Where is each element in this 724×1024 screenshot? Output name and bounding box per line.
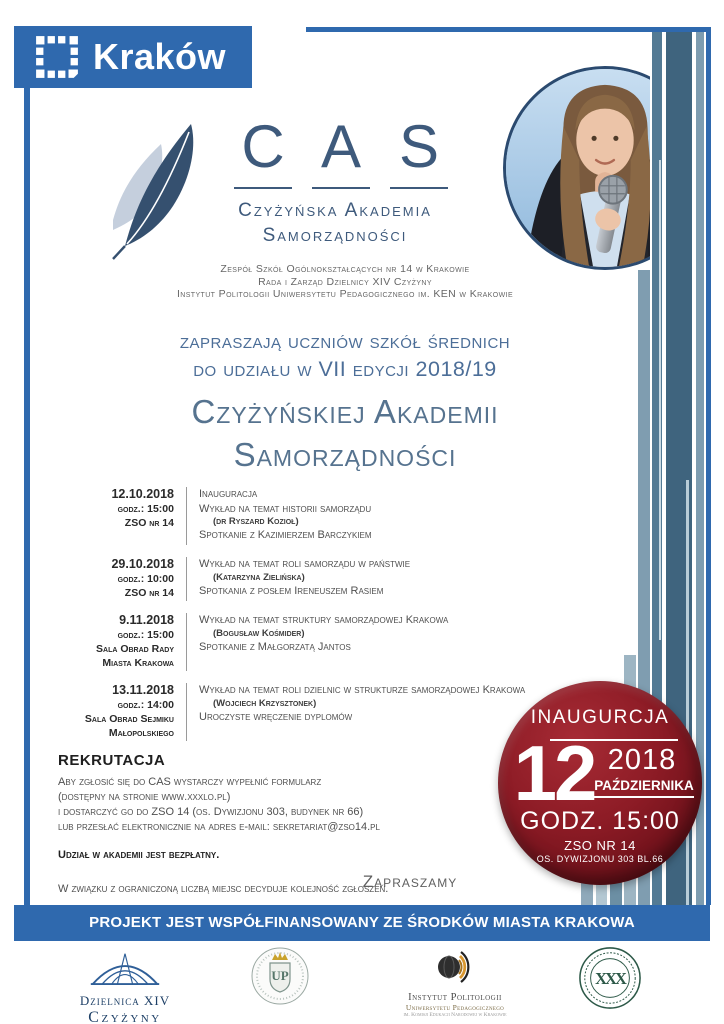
session-time: godz.: 14:00	[117, 699, 174, 711]
session-events	[186, 557, 410, 601]
inauguration-badge	[498, 681, 702, 885]
top-frame-line	[306, 27, 710, 32]
session-venue: Sala Obrad Rady	[96, 643, 174, 655]
free-participation-note: Udział w akademii jest bezpłatny.	[58, 849, 220, 861]
funding-note-bar: PROJEKT JEST WSPÓŁFINANSOWANY ZE ŚRODKÓW MIASTA KRAKOWA	[14, 905, 710, 941]
logo-text: Uniwersytetu Pedagogicznego	[405, 1003, 505, 1012]
left-frame-line	[24, 88, 30, 905]
krakow-banner	[14, 26, 252, 88]
session-time: godz.: 10:00	[117, 573, 174, 585]
event-speaker: (Katarzyna Zielińska)	[213, 571, 305, 583]
event-line: Spotkanie z Małgorzatą Jantos	[199, 640, 351, 653]
krakow-logo-text: Kraków	[93, 36, 227, 77]
session-time: godz.: 15:00	[117, 503, 174, 515]
session-when	[56, 613, 186, 671]
organizer-line: Instytut Politologii Uniwersytetu Pedagogicznego im. KEN w Krakowie	[176, 288, 514, 300]
logo-text: im. Komisji Edukacji Narodowej w Krakowie	[403, 1012, 507, 1018]
logo-xxx-liceum	[578, 946, 642, 1015]
cas-subtitle	[165, 198, 505, 248]
title-line1: Czyżyńskiej Akademii	[191, 393, 499, 430]
session-when	[56, 487, 186, 545]
title-line2: Samorządności	[233, 436, 457, 473]
logo-dzielnica-xiv-czyzyny	[60, 948, 190, 1024]
up-seal-icon	[250, 946, 310, 1006]
schedule-row	[56, 557, 586, 601]
session-venue: Małopolskiego	[108, 727, 174, 739]
badge-year: 2018	[607, 744, 677, 776]
organizer-line: Zespół Szkół Ogólnokształcących nr 14 w Krakowie	[220, 263, 470, 275]
cas-acronym	[228, 112, 454, 189]
dome-icon	[87, 948, 163, 986]
session-events	[186, 613, 448, 671]
event-line: Inauguracja	[199, 488, 258, 500]
logo-instytut-politologii	[375, 948, 535, 1018]
schedule-row	[56, 613, 586, 671]
right-frame-line	[706, 27, 711, 905]
globe-icon	[434, 948, 476, 986]
invitation-line1: zapraszają uczniów szkół średnich	[179, 329, 511, 353]
closing-text: Zapraszamy	[362, 872, 458, 891]
session-venue: ZSO nr 14	[124, 587, 174, 599]
capacity-note: W związku z ograniczoną liczbą miejsc decyduje kolejność zgłoszeń.	[58, 883, 389, 895]
recruitment-line: lub przesłać elektronicznie na adres e-mail: sekretariat@zso14.pl	[58, 821, 380, 833]
organizer-line: Rada i Zarząd Dzielnicy XIV Czyżyny	[258, 275, 432, 288]
event-speaker: (Bogusław Kośmider)	[213, 627, 305, 639]
session-date: 12.10.2018	[111, 487, 174, 501]
session-when	[56, 557, 186, 601]
organizers-list	[65, 263, 625, 301]
event-line: Wykład na temat roli dzielnic w strukturze samorządowej Krakowa	[199, 684, 526, 696]
svg-text:XXX: XXX	[595, 968, 625, 988]
decorative-bar	[659, 160, 661, 640]
badge-time: GODZ. 15:00	[520, 807, 680, 835]
svg-text:UP: UP	[271, 968, 289, 983]
cas-subtitle-line2: Samorządności	[262, 225, 408, 246]
event-speaker: (Wojciech Krzysztonek)	[213, 697, 317, 709]
recruitment-heading: REKRUTACJA	[58, 752, 166, 769]
xxx-seal-icon	[578, 946, 642, 1010]
logo-text: Czyżyny	[88, 1009, 162, 1024]
recruitment-line: i dostarczyć go do ZSO 14 (os. Dywizjonu 303, budynek nr 66)	[58, 806, 364, 818]
event-line: Spotkanie z Kazimierzem Barczykiem	[199, 529, 372, 541]
event-line: Wykład na temat roli samorządu w państwie	[199, 558, 411, 570]
event-line: Spotkania z posłem Ireneuszem Rasiem	[199, 584, 384, 597]
cas-letter: C	[234, 112, 292, 189]
logo-text: Dzielnica XIV	[79, 993, 171, 1008]
session-date: 29.10.2018	[111, 557, 174, 571]
invitation-line2: do udziału w VII edycji 2018/19	[193, 357, 497, 381]
session-date: 13.11.2018	[112, 683, 174, 697]
cas-letter: A	[312, 112, 370, 189]
cas-letter: S	[390, 112, 448, 189]
session-venue: Miasta Krakowa	[102, 657, 174, 669]
event-line: Wykład na temat struktury samorządowej Krakowa	[199, 614, 449, 626]
event-line: Wykład na temat historii samorządu	[199, 502, 372, 515]
badge-address: OS. DYWIZJONU 303 BL.66	[536, 854, 664, 864]
logo-uniwersytet-pedagogiczny	[250, 946, 310, 1011]
session-venue: Sala Obrad Sejmiku	[84, 713, 174, 725]
session-venue: ZSO nr 14	[124, 517, 174, 529]
event-speaker: (dr Ryszard Kozioł)	[213, 516, 299, 527]
recruitment-line: Aby zgłosić się do CAS wystarczy wypełnić formularz	[58, 776, 322, 788]
cas-subtitle-line1: Czyżyńska Akademia	[238, 200, 432, 221]
schedule-row	[56, 487, 586, 545]
recruitment-line: (dostępny na stronie www.xxxlo.pl)	[58, 791, 231, 803]
invitation-text	[65, 327, 625, 383]
badge-venue: ZSO NR 14	[564, 838, 636, 853]
session-events	[186, 683, 525, 741]
event-line: Uroczyste wręczenie dyplomów	[199, 710, 353, 723]
page-title	[65, 390, 625, 476]
session-events	[186, 487, 372, 545]
session-when	[56, 683, 186, 741]
badge-title: INAUGURCJA	[530, 707, 670, 728]
session-time: godz.: 15:00	[117, 629, 174, 641]
krakow-grid-icon	[34, 34, 80, 80]
badge-month: PAŹDZIERNIKA	[592, 778, 696, 793]
session-date: 9.11.2018	[119, 613, 174, 627]
logo-text: Instytut Politologii	[408, 992, 502, 1003]
badge-day: 12	[513, 729, 595, 817]
